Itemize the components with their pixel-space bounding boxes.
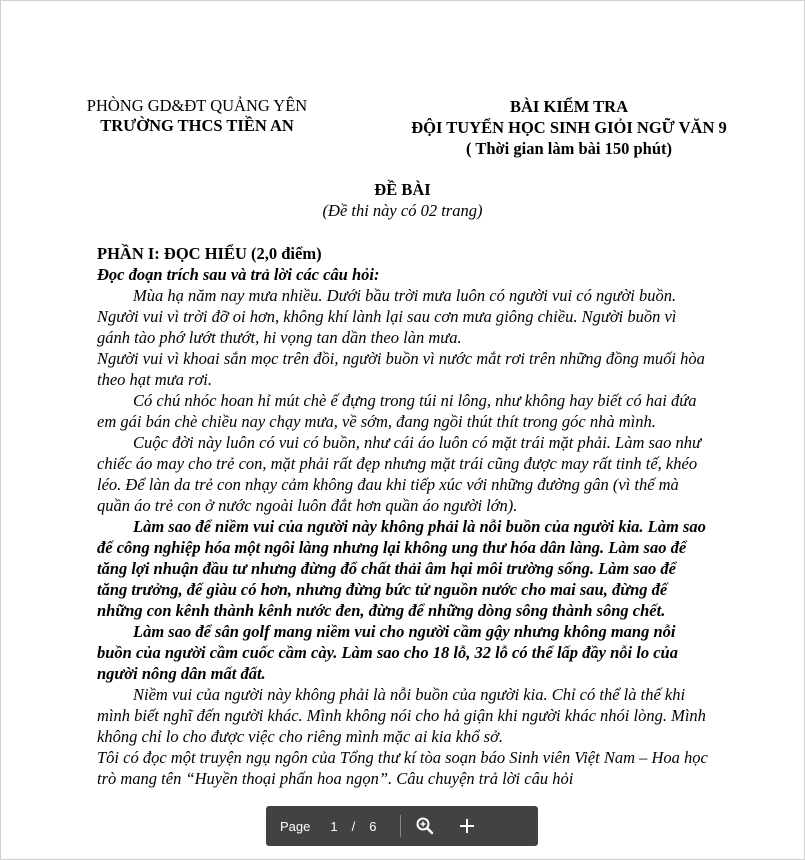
paragraph-5: Làm sao để niềm vui của người này không phải là nỗi buồn của người kia. Làm sao để công nghiệp hóa một ngôi làng nhưng lại không ung thư hóa dân làng. Làm sao để tăng lợi nhuận đầu tư nhưng đừng đổ chất thải âm hại môi trường sống. Làm sao để tăng trưởng, để giàu có hơn, nhưng đừng bức tử nguồn nước cho mai sau, đừng để những con kênh thành kênh nước đen, đừng để những dòng sông thành sông chết. <box>97 517 706 620</box>
paragraph-2: Người vui vì khoai sắn mọc trên đồi, người buồn vì nước mắt rơi trên những đồng muối hòa theo hạt mưa rơi. <box>97 349 705 389</box>
current-page[interactable]: 1 <box>330 818 338 834</box>
exam-team: ĐỘI TUYỂN HỌC SINH GIỎI NGỮ VĂN 9 <box>411 118 727 137</box>
page-label: Page <box>280 818 311 834</box>
exam-duration: ( Thời gian làm bài 150 phút) <box>466 139 672 158</box>
toolbar-divider <box>400 815 401 837</box>
zoom-icon <box>415 816 435 836</box>
page-toolbar <box>266 806 538 846</box>
paragraph-8: Tôi có đọc một truyện ngụ ngôn của Tổng thư kí tòa soạn báo Sinh viên Việt Nam – Hoa học trò mang tên “Huyền thoại phấn hoa ngọn”. Câu chuyện trả lời câu hỏi <box>97 748 708 788</box>
zoom-in-button[interactable] <box>407 808 443 844</box>
paragraph-3: Có chú nhóc hoan hỉ mút chè ế đựng trong túi ni lông, như không hay biết có hai đứa em gái bán chè chiều nay chạy mưa, về sớm, đang ngồi thút thít trong góc nhà mình. <box>97 391 697 431</box>
exam-heading: BÀI KIỂM TRA <box>510 97 628 116</box>
section-heading: PHẦN I: ĐỌC HIỂU (2,0 điểm) <box>97 244 322 263</box>
header-right <box>372 96 766 159</box>
paragraph-7: Niềm vui của người này không phải là nỗi buồn của người kia. Chỉ có thể là thế khi mình biết nghĩ đến người khác. Mình không nói cho hả giận khi người khác nhói lòng. Mình không chỉ lo cho được việc cho riêng mình mặc ai kia khổ sở. <box>97 685 706 746</box>
document-body <box>97 243 709 789</box>
paragraph-4: Cuộc đời này luôn có vui có buồn, như cái áo luôn có mặt trái mặt phải. Làm sao như chiếc áo may cho trẻ con, mặt phải rất đẹp nhưng mặt trái cũng được may rất tinh tế, khéo léo. Để làn da trẻ con nhạy cảm không đau khi tiếp xúc với những đường gân (vì thế mà quần áo trẻ con ở nước ngoài luôn đắt hơn quần áo người lớn). <box>97 433 702 515</box>
exam-note: (Đề thi này có 02 trang) <box>322 201 483 220</box>
department-name: PHÒNG GD&ĐT QUẢNG YÊN <box>86 96 308 115</box>
header-left <box>62 96 332 136</box>
exam-title: ĐỀ BÀI <box>374 180 431 199</box>
paragraph-1: Mùa hạ năm nay mưa nhiều. Dưới bầu trời mưa luôn có người vui có người buồn. Người vui vì trời đỡ oi hơn, không khí lành lại sau cơn mưa giông chiều. Người buồn vì gánh tào phớ lướt thướt, hi vọng tan dần theo làn mưa. <box>97 286 677 347</box>
plus-icon <box>458 817 476 835</box>
page-separator: / <box>351 818 356 834</box>
total-pages: 6 <box>369 818 377 834</box>
add-button[interactable] <box>449 808 485 844</box>
school-name: TRƯỜNG THCS TIỀN AN <box>100 116 294 135</box>
instruction: Đọc đoạn trích sau và trả lời các câu hỏi: <box>97 265 380 284</box>
paragraph-6: Làm sao để sân golf mang niềm vui cho người cầm gậy nhưng không mang nỗi buồn của người cầm cuốc cầm cày. Làm sao cho 18 lỗ, 32 lỗ có thể lấp đầy nỗi lo của người nông dân mất đất. <box>97 622 678 683</box>
